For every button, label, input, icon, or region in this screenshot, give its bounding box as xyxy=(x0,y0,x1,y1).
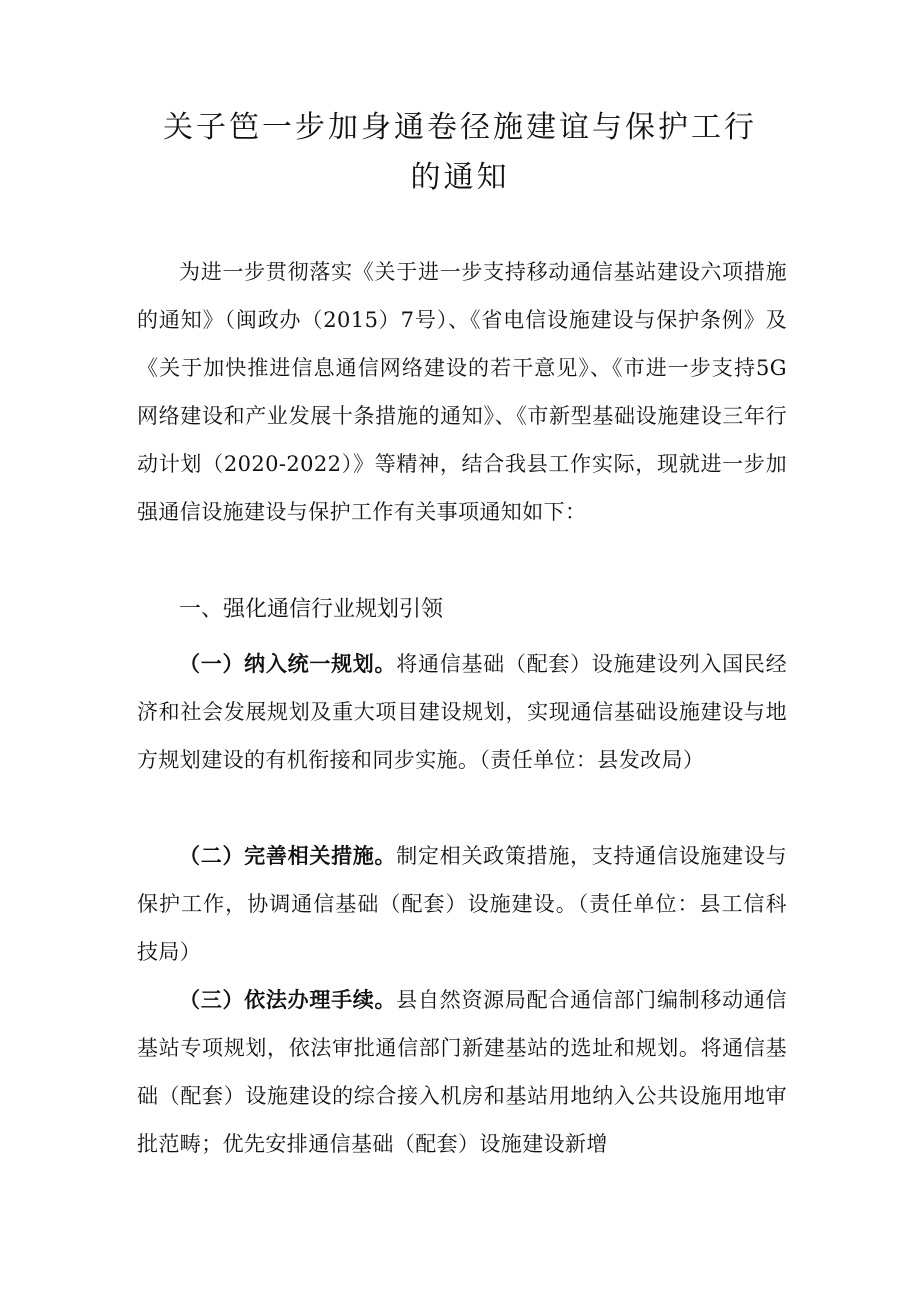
item-text: 县自然资源局配合通信部门编制移动通信基站专项规划，依法审批通信部门新建基站的选址和规划。将通信基础（配套）设施建设的综合接入机房和基站用地纳入公共设施用地审批范畴；优先安排通信基础（配套）设施建设新增 xyxy=(137,988,788,1156)
item-label: （二）完善相关措施。 xyxy=(179,844,397,868)
document-title-line1: 关子笆一步加身通卷径施建谊与保护工行 xyxy=(163,110,757,145)
document-title-line2: 的通知 xyxy=(410,160,510,195)
item-paragraph-2 xyxy=(137,832,787,976)
item-text: 制定相关政策措施，支持通信设施建设与保护工作，协调通信基础（配套）设施建设。（责任单位：县工信科技局） xyxy=(137,844,788,964)
item-label: （三）依法办理手续。 xyxy=(179,988,397,1012)
intro-paragraph: 为进一步贯彻落实《关于进一步支持移动通信基站建设六项措施的通知》（闽政办（2015）7号）、《省电信设施建设与保护条例》及《关于加快推进信息通信网络建设的若干意见》、《市进一步支持5G网络建设和产业发展十条措施的通知》、《市新型基础设施建设三年行动计划（2020-2022）》等精神，结合我县工作实际，现就进一步加强通信设施建设与保护工作有关事项通知如下： xyxy=(137,260,787,524)
item-text: 将通信基础（配套）设施建设列入国民经济和社会发展规划及重大项目建设规划，实现通信基础设施建设与地方规划建设的有机衔接和同步实施。（责任单位：县发改局） xyxy=(137,652,788,772)
item-paragraph-1 xyxy=(137,640,787,784)
section-heading: 一、强化通信行业规划引领 xyxy=(179,597,444,622)
item-label: （一）纳入统一规划。 xyxy=(179,652,397,676)
item-paragraph-3 xyxy=(137,976,787,1168)
